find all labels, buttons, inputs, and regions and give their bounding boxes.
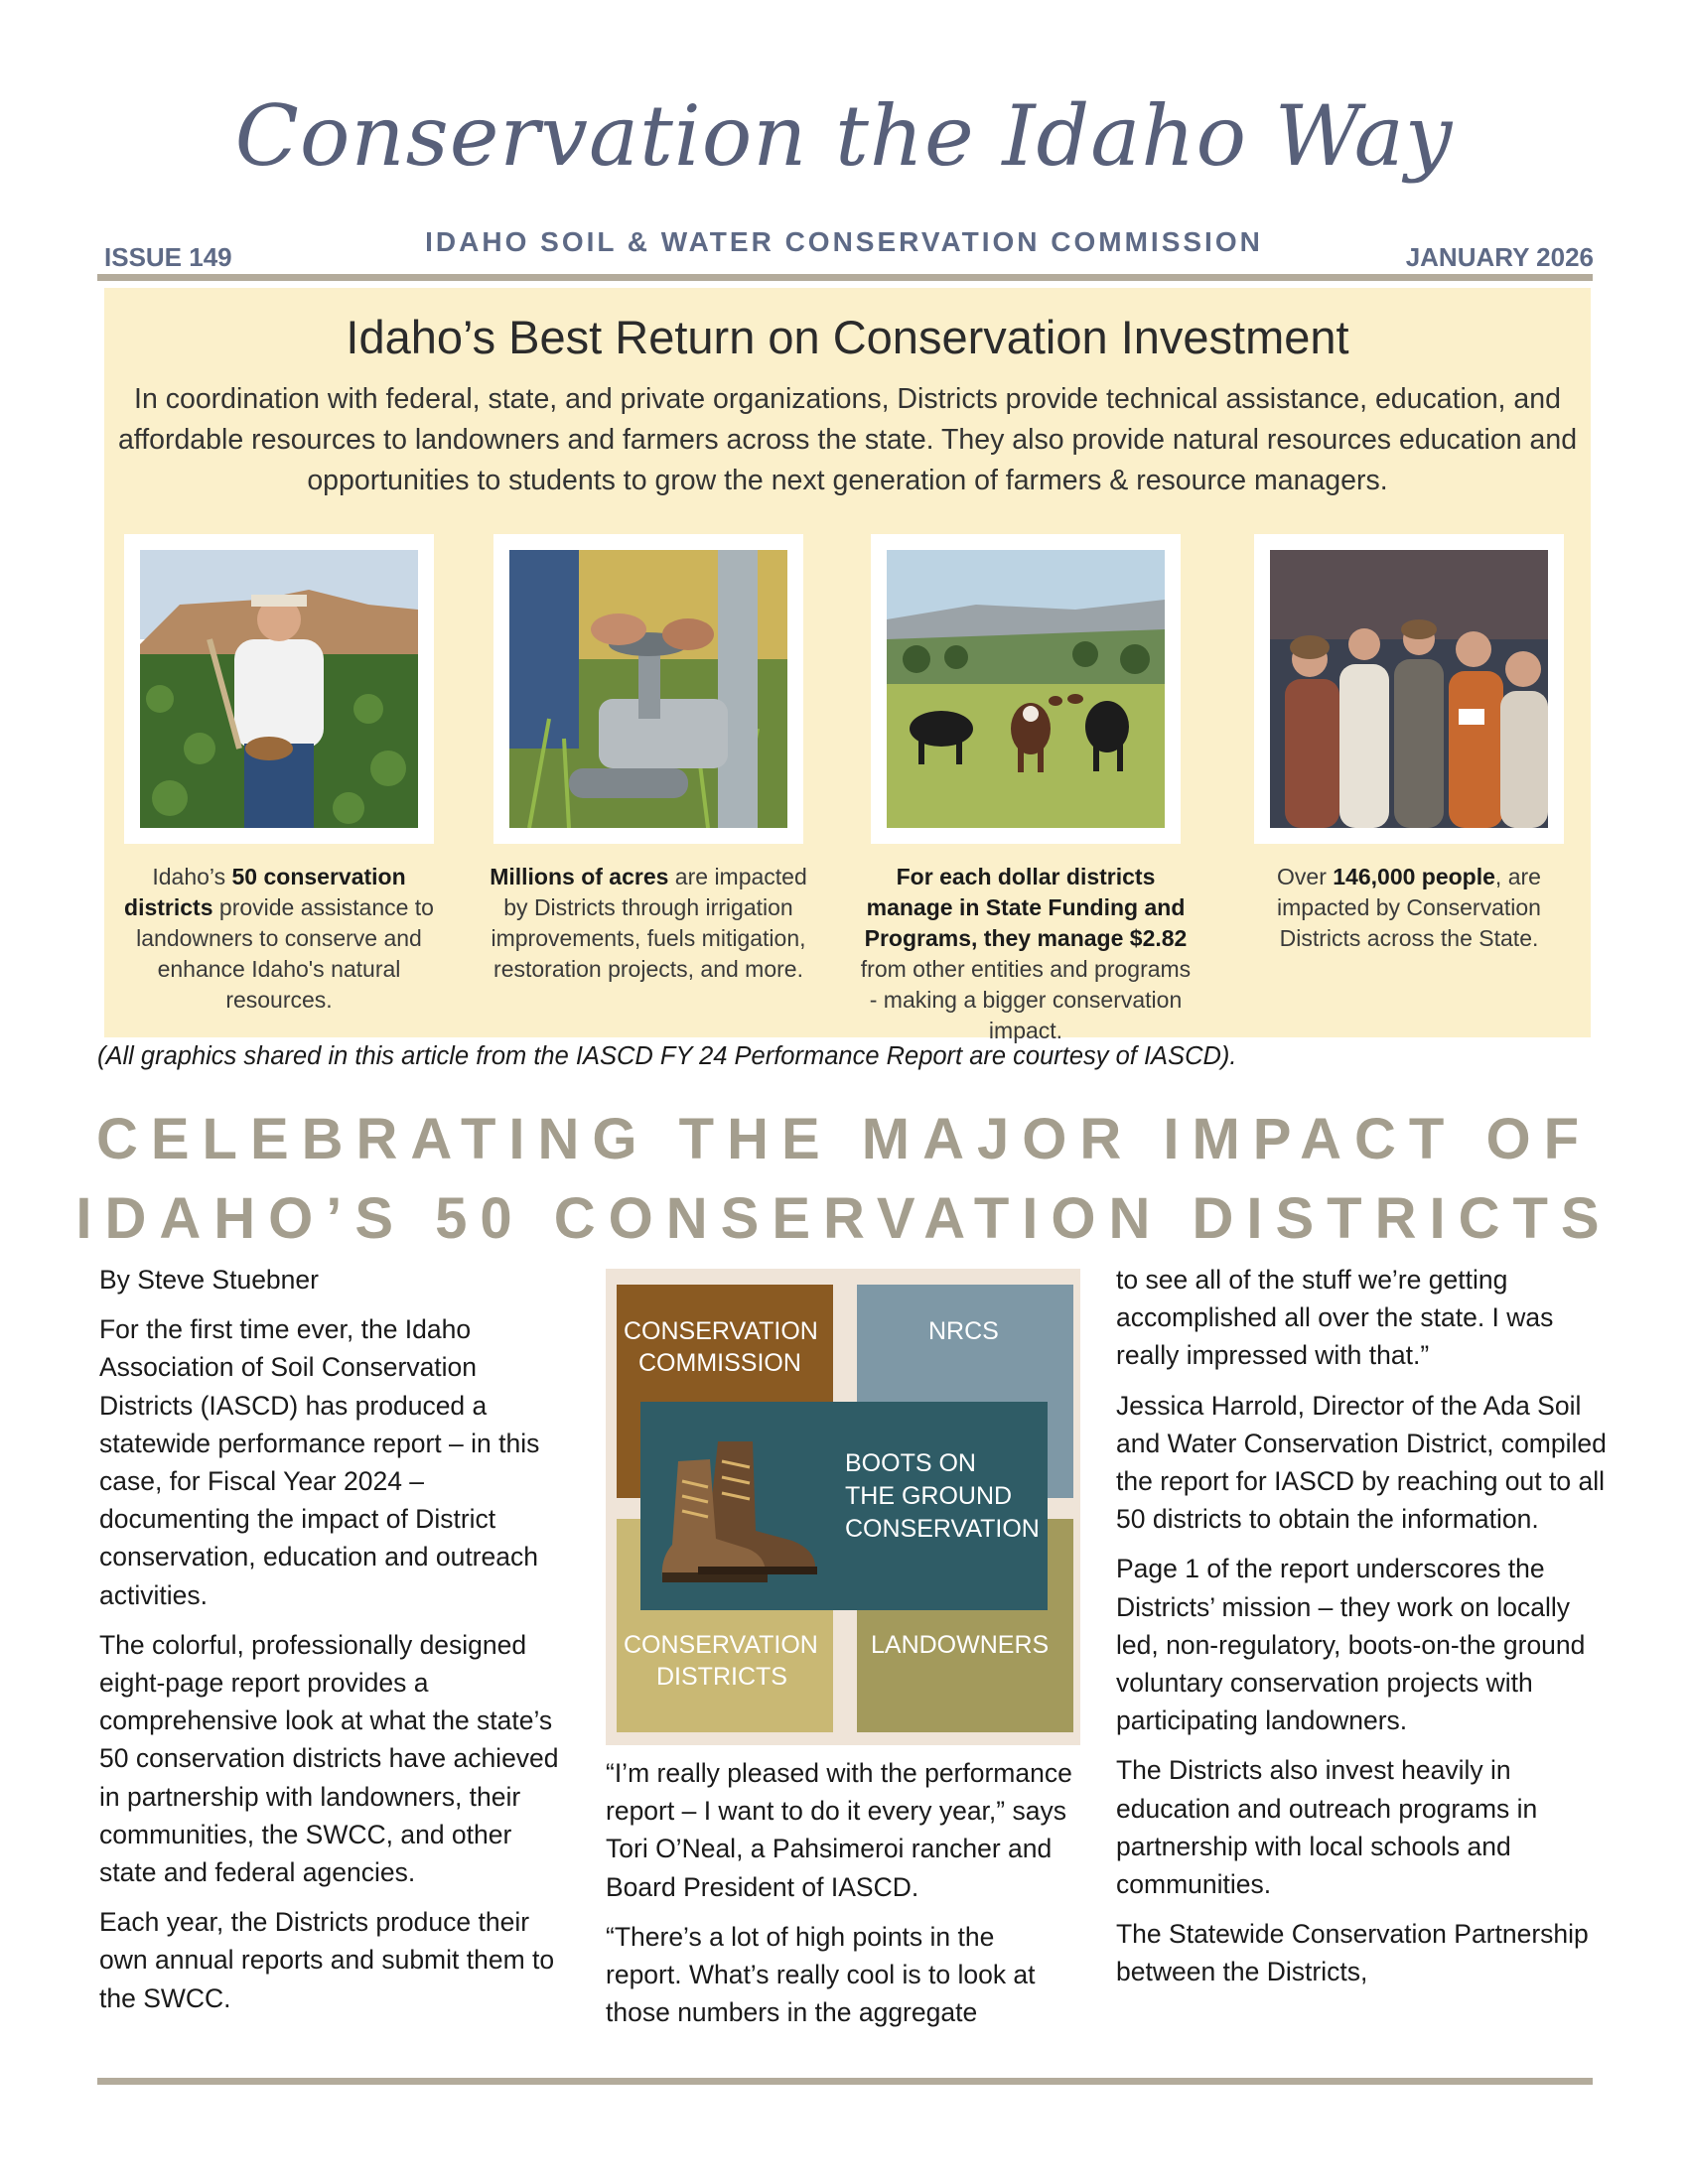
feature-panel [104, 288, 1591, 1043]
paragraph: The Districts also invest heavily in education and outreach programs in partnership with local schools and communities. [1116, 1755, 1538, 1900]
photo-card-cattle [871, 534, 1181, 844]
issue-number: ISSUE 149 [104, 242, 232, 272]
boots-icon [658, 1422, 837, 1590]
article-column-2 [606, 1754, 1072, 2043]
paragraph: For the first time ever, the Idaho Association of Soil Conservation Districts (IASCD) has produced a statewide performance report – in this case, for Fiscal Year 2024 – documenting the impact of District conservation, education and outreach activities. [99, 1314, 540, 1610]
irrigation-photo [509, 550, 787, 828]
organization-name: IDAHO SOIL & WATER CONSERVATION COMMISSION [425, 226, 1263, 257]
paragraph: “There’s a lot of high points in the report. What’s really cool is to look at those numbers in the aggregate [606, 1921, 1036, 2028]
partnership-graphic [606, 1269, 1080, 1745]
caption-acres: Millions of acres are impacted by Districts through irrigation improvements, fuels mitigation, restoration projects, and more. [490, 864, 807, 982]
caption-districts: Idaho’s 50 conservation districts provide assistance to landowners to conserve and enhance Idaho's natural resources. [124, 864, 434, 1013]
cattle-photo [887, 550, 1165, 828]
paragraph: “I’m really pleased with the performance report – I want to do it every year,” says Tori O’Neal, a Pahsimeroi rancher and Board President of IASCD. [606, 1758, 1072, 1902]
paragraph: Page 1 of the report underscores the Districts’ mission – they work on locally led, non-regulatory, boots-on-the ground voluntary conservation projects with participating landowners. [1116, 1554, 1586, 1736]
byline: By Steve Stuebner [99, 1265, 319, 1295]
caption-dollar: For each dollar districts manage in State Funding and Programs, they manage $2.82 from other entities and programs - making a bigger conservation impact. [860, 864, 1192, 1043]
graphics-credit: (All graphics shared in this article from the IASCD FY 24 Performance Report are courtesy of IASCD). [97, 1042, 1237, 1070]
farmer-photo [140, 550, 418, 828]
center-boots-box [640, 1402, 1048, 1610]
article-headline [0, 1100, 1688, 1259]
photo-card-irrigation [493, 534, 803, 844]
photo-card-audience [1254, 534, 1564, 844]
feature-intro: In coordination with federal, state, and private organizations, Districts provide technical assistance, education, and affordable resources to landowners and farmers across the state. They also provide natural resources education and opportunities to students to grow the next generation of farmers & resource managers. [117, 383, 1578, 496]
audience-photo [1270, 550, 1548, 828]
article-column-3 [1116, 1261, 1608, 2003]
feature-title: Idaho’s Best Return on Conservation Investment [346, 311, 1349, 363]
quadrant-conservation-districts: CONSERVATION DISTRICTS [617, 1519, 833, 1732]
article-column-1 [99, 1261, 576, 2029]
caption-people: Over 146,000 people, are impacted by Conservation Districts across the State. [1277, 864, 1541, 951]
headline-line-1: CELEBRATING THE MAJOR IMPACT OF [95, 1107, 1593, 1171]
paragraph: The colorful, professionally designed eight-page report provides a comprehensive look at what the state’s 50 conservation districts have achieved in partnership with landowners, their communities, the SWCC, and other state and federal agencies. [99, 1629, 559, 1888]
paragraph: to see all of the stuff we’re getting accomplished all over the state. I was really impressed with that.” [1116, 1265, 1554, 1371]
quadrant-conservation-commission: CONSERVATION COMMISSION [617, 1285, 833, 1498]
paragraph: Each year, the Districts produce their own annual reports and submit them to the SWCC. [99, 1907, 555, 2013]
headline-line-2: IDAHO’S 50 CONSERVATION DISTRICTS [75, 1186, 1613, 1251]
center-label: BOOTS ON THE GROUND CONSERVATION [845, 1449, 1040, 1543]
bottom-divider [97, 2078, 1593, 2085]
masthead-title: Conservation the Idaho Way [234, 87, 1454, 185]
top-divider [97, 274, 1593, 281]
issue-date: JANUARY 2026 [1405, 242, 1594, 272]
paragraph: Jessica Harrold, Director of the Ada Soil and Water Conservation District, compiled the report for IASCD by reaching out to all 50 districts to obtain the information. [1116, 1390, 1607, 1535]
quadrant-nrcs: NRCS [857, 1285, 1073, 1498]
quadrant-landowners: LANDOWNERS [857, 1519, 1073, 1732]
photo-card-farmer [124, 534, 434, 844]
paragraph: The Statewide Conservation Partnership between the Districts, [1116, 1919, 1589, 1987]
